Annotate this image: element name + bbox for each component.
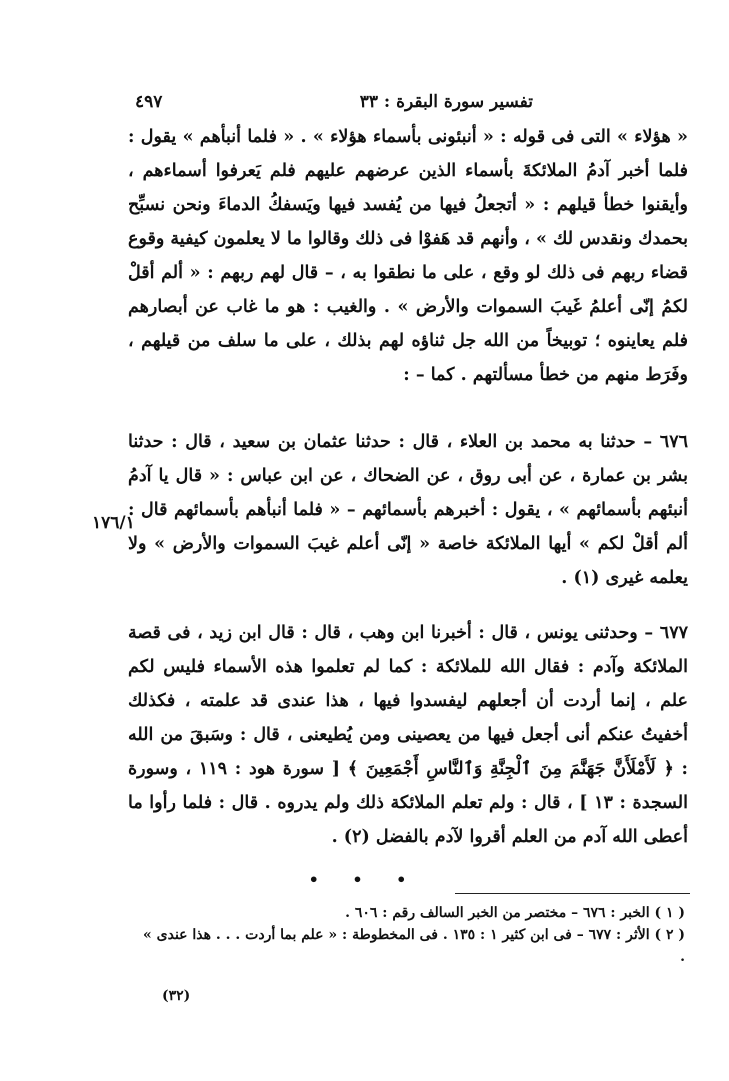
page-header (135, 92, 683, 122)
footnote-1: ( ١ ) الخبر : ٦٧٦ – مختصر من الخبر السالف رقم : ٦٠٦ . (345, 905, 685, 921)
margin-reference: ١٧٦/١ (92, 513, 135, 533)
section-separator: • • • (308, 870, 421, 889)
body-block-1 (128, 120, 688, 392)
printer-signature: (٣٢) (162, 988, 191, 1004)
footnote-rule (455, 893, 690, 894)
narration-676: ٦٧٦ – حدثنا به محمد بن العلاء ، قال : حدثنا عثمان بن سعيد ، قال : حدثنا بشر بن عمارة ، عن أبى روق ، عن الضحاك ، عن ابن عباس : « قال يا آدمُ أنبئهم بأسمائهم » ، يقول : أخبرهم بأسمائهم – « فلما أنبأهم بأسمائهم قال : ألم أقلْ لكم » أيها الملائكة خاصة « إنّى أعلم غيبَ السموات والأرض » ولا يعلمه غيرى (١) . (128, 432, 688, 588)
body-block-2 (128, 425, 688, 595)
running-title: تفسير سورة البقرة : ٣٣ (359, 92, 533, 112)
body-block-3 (128, 616, 688, 854)
footnotes (140, 902, 685, 968)
page-number: ٤٩٧ (135, 92, 163, 112)
footnote-2: ( ٢ ) الأثر : ٦٧٧ – فى ابن كثير ١ : ١٣٥ . فى المخطوطة : « علم بما أردت . . . هذا عندى » . (143, 927, 685, 965)
commentary-paragraph: « هؤلاء » التى فى قوله : « أنبئونى بأسماء هؤلاء » . « فلما أنبأهم » يقول : فلما أخبر آدمُ الملائكةَ بأسماء الذين عرضهم عليهم فلم يَعرفوا أسماءهم ، وأيقنوا خطأ قيلهم : « أتجعلُ فيها من يُفسد فيها ويَسفكُ الدماءَ ونحن نسبِّح بحمدك ونقدس لك » ، وأنهم قد هَفوْا فى ذلك وقالوا ما لا يعلمون كيفية وقوع قضاء ربهم فى ذلك لو وقع ، على ما نطقوا به ، – قال لهم ربهم : « ألم أقلْ لكمُ إنّى أعلمُ غَيبَ السموات والأرض » . والغيب : هو ما غاب عن أبصارهم فلم يعاينوه ؛ توبيخاً من الله جل ثناؤه لهم بذلك ، على ما سلف من قيلهم ، وفَرَط منهم من خطأ مسألتهم . كما – : (128, 127, 688, 385)
narration-677: ٦٧٧ – وحدثنى يونس ، قال : أخبرنا ابن وهب ، قال : قال ابن زيد ، فى قصة الملائكة وآدم : فقال الله للملائكة : كما لم تعلموا هذه الأسماء فليس لكم علم ، إنما أردت أن أجعلهم ليفسدوا فيها ، هذا عندى قد علمته ، فكذلك أخفيتُ عنكم أنى أجعل فيها من يعصينى ومن يُطيعنى ، قال : وسَبقَ من الله : ﴿ لَأَمْلَأَنَّ جَهَنَّمَ مِنَ ٱلْجِنَّةِ وَٱلنَّاسِ أَجْمَعِينَ ﴾ [ سورة هود : ١١٩ ، وسورة السجدة : ١٣ ] ، قال : ولم تعلم الملائكة ذلك ولم يدروه . قال : فلما رأوا ما أعطى الله آدم من العلم أقروا لآدم بالفضل (٢) . (128, 623, 688, 847)
